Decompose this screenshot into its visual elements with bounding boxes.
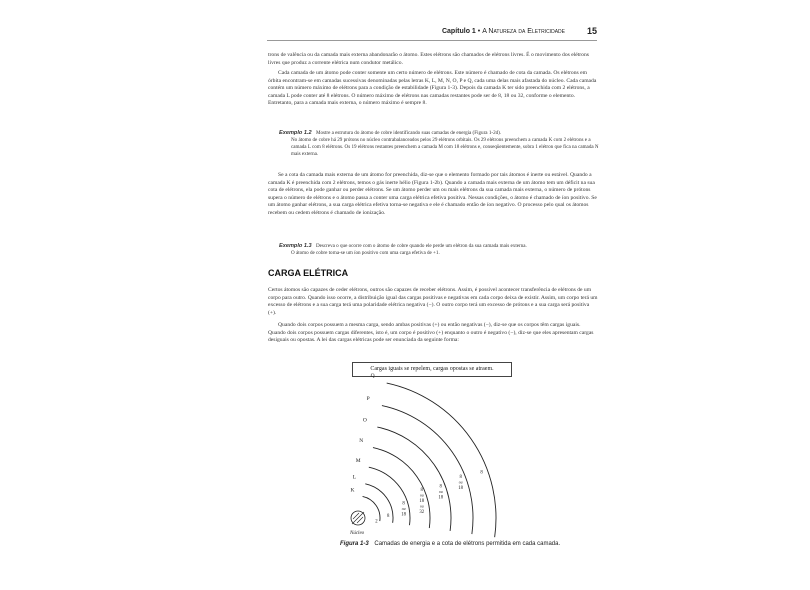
shell-letter-p: P bbox=[366, 395, 370, 402]
figure-caption-label: Figura 1-3 bbox=[340, 541, 369, 547]
shell-quota-o: ou bbox=[438, 489, 443, 494]
running-header bbox=[267, 26, 597, 41]
shell-letter-l: L bbox=[352, 474, 357, 481]
shell-quota-n: ou bbox=[419, 493, 424, 498]
paragraph-inert-ionization: Se a cota da camada mais externa de um átomo for preenchida, diz-se que o elemento formado por tais átomos é inerte ou estável. Quando a camada K é preenchida com 2 elétrons, temos o gás inerte hélio (Figura 1-2b). Quando a camada mais externa de um átomo tem um déficit na sua cota de elétrons, ela pode ganhar ou perder elétrons. Se um átomo perder um ou mais elétrons da sua camada mais externa, o número de prótons supera o número de elétrons e o átomo passa a conter uma carga elétrica efetiva positiva. Nessas condições, o átomo é chamado de íon positivo. Se um átomo ganhar elétrons, a sua carga elétrica efetiva torna-se negativa e ele é chamado então de íon negativo. O processo pelo qual os átomos recebem ou cedem elétrons é chamado de ionização. bbox=[268, 172, 597, 216]
example-1-2-label: Exemplo 1.2 bbox=[279, 130, 312, 136]
nucleus-label: Núcleo bbox=[350, 531, 365, 536]
shell-quota-m: 18 bbox=[401, 512, 406, 518]
shell-quota-l: 8 bbox=[386, 513, 390, 519]
shell-quota-k: 2 bbox=[375, 519, 378, 525]
chapter-label: Capítulo 1 bbox=[441, 28, 476, 35]
shell-letter-m: M bbox=[355, 457, 361, 464]
running-title bbox=[442, 28, 565, 35]
paragraph-equal-charges: Quando dois corpos possuem a mesma carga, sendo ambas positivas (+) ou então negativas (−), diz-se que os corpos têm cargas iguais. Quando dois corpos possuem cargas diferentes, isto é, um corpo é positivo (+) enquanto o outro é negativo (−), diz-se que eles apresentam cargas desiguais ou opostas. A lei das cargas elétricas pode ser enunciada da seguinte forma: bbox=[268, 322, 594, 344]
shell-letter-n: N bbox=[359, 438, 364, 445]
example-1-3 bbox=[279, 243, 599, 257]
paragraph-charge-transfer: Certos átomos são capazes de ceder elétrons, outros são capazes de receber elétrons. Assim, é possível acontecer transferência de elétrons de um corpo para outro. Quando isso ocorre, a distribuição igual das cargas positivas e negativas em cada corpo deixa de existir. Assim, um corpo terá um excesso de elétrons e a sua carga terá uma polaridade elétrica negativa (−). O outro corpo terá um excesso de prótons e a sua carga será positiva (+). bbox=[268, 287, 598, 316]
example-1-2 bbox=[279, 130, 599, 158]
shell-letter-o: O bbox=[362, 417, 367, 424]
shell-quota-q: 8 bbox=[480, 470, 483, 476]
figure-caption-text: Camadas de energia e a cota de elétrons permitida em cada camada. bbox=[374, 541, 561, 547]
shell-arcs bbox=[351, 373, 496, 537]
shell-quota-p: 8 bbox=[459, 475, 462, 481]
example-1-2-question: Mostre a estrutura do átomo de cobre identificando suas camadas de energia (Figura 1-2d). bbox=[315, 130, 502, 136]
shell-quota-n: 8 bbox=[420, 488, 423, 494]
header-bullet: • bbox=[477, 28, 481, 35]
shell-quota-m: ou bbox=[401, 507, 406, 512]
shell-quota-n: ou bbox=[419, 504, 424, 509]
example-1-2-answer: No átomo de cobre há 29 prótons no núcleo contrabalanceados pelos 29 elétrons orbitais. Os 29 elétrons preenchem a camada K com 2 elétrons e a camada L com 8 elétrons. Os 19 elétrons restantes preenchem a camada M com 18 elétrons e, conseqüentemente, sobra 1 elétron que fica na camada N mais externa. bbox=[291, 137, 599, 157]
shell-quota-p: ou bbox=[458, 480, 463, 485]
section-heading: CARGA ELÉTRICA bbox=[268, 268, 349, 278]
chapter-title: A Natureza da Eletricidade bbox=[482, 28, 565, 35]
shell-quota-m: 8 bbox=[402, 501, 405, 507]
shell-quota-n: 18 bbox=[419, 499, 425, 505]
page-number: 15 bbox=[586, 26, 597, 36]
shell-quota-n: 32 bbox=[419, 510, 425, 516]
example-1-3-label: Exemplo 1.3 bbox=[279, 243, 312, 249]
paragraph-shell-quota: Cada camada de um átomo pode conter somente um certo número de elétrons. Este número é chamado de cota da camada. Os elétrons em órbita encontram-se em camadas sucessivas denominadas pelas letras K, L, M, N, O, P e Q, cada uma delas mais afastada do núcleo. Cada camada contém um número máximo de elétrons para a condição de estabilidade (Figura 1-3). Depois da camada K ter sido preenchida com 2 elétrons, a camada L pode conter até 8 elétrons. O número máximo de elétrons nas camadas restantes pode ser de 8, 18 ou 32, conforme o elemento. Entretanto, para a camada mais externa, o número máximo é sempre 8. bbox=[268, 70, 597, 107]
shell-letter-k: K bbox=[350, 487, 355, 494]
shell-quota-o: 18 bbox=[438, 495, 444, 501]
figure-caption bbox=[340, 541, 600, 547]
example-1-3-answer: O átomo de cobre torna-se um íon positivo com uma carga efetiva de +1. bbox=[291, 250, 440, 256]
shell-quota-p: 18 bbox=[458, 486, 464, 492]
paragraph-free-electrons: trons de valência ou da camada mais externa abandonarão o átomo. Estes elétrons são chamados de elétrons livres. É o movimento dos elétrons livres que produz a corrente elétrica num condutor metálico. bbox=[268, 52, 589, 66]
shell-quota-o: 8 bbox=[439, 484, 442, 490]
example-1-3-question: Descreva o que ocorre com o átomo de cobre quando ele perde um elétron da sua camada mais externa. bbox=[315, 243, 527, 249]
energy-shells-figure bbox=[340, 373, 540, 538]
shell-letter-q: Q bbox=[370, 373, 375, 380]
law-of-charges-box: Cargas iguais se repelem, cargas opostas se atraem. bbox=[352, 362, 512, 377]
